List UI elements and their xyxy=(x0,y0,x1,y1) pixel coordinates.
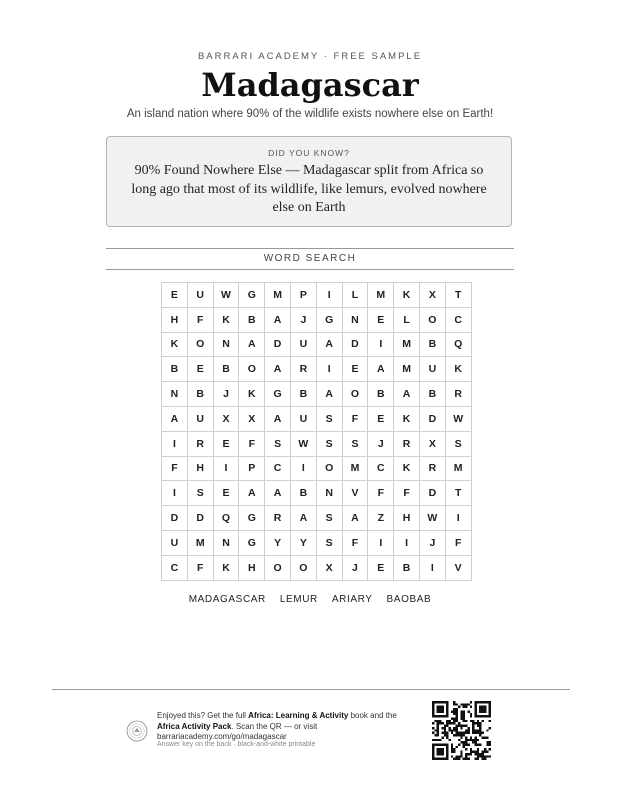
grid-cell: A xyxy=(342,506,368,531)
grid-cell: B xyxy=(213,357,239,382)
promo-text-3: . Scan the QR — or visit barrariacademy.com/go/madagascar xyxy=(157,721,318,741)
grid-cell: U xyxy=(290,332,316,357)
grid-cell: A xyxy=(290,506,316,531)
fact-box xyxy=(106,136,512,227)
grid-cell: E xyxy=(368,307,394,332)
word-list-item: MADAGASCAR xyxy=(188,594,266,605)
grid-cell: N xyxy=(316,481,342,506)
grid-cell: S xyxy=(316,406,342,431)
grid-cell: Z xyxy=(368,506,394,531)
grid-cell: U xyxy=(187,406,213,431)
grid-cell: D xyxy=(265,332,291,357)
grid-cell: J xyxy=(290,307,316,332)
grid-cell: C xyxy=(445,307,471,332)
grid-cell: O xyxy=(265,555,291,580)
word-list-item: BAOBAB xyxy=(386,594,432,605)
grid-cell: C xyxy=(368,456,394,481)
grid-cell: G xyxy=(239,283,265,308)
grid-cell: D xyxy=(162,506,188,531)
grid-cell: M xyxy=(394,357,420,382)
grid-cell: B xyxy=(162,357,188,382)
grid-cell: G xyxy=(239,506,265,531)
grid-cell: R xyxy=(445,382,471,407)
grid-cell: M xyxy=(342,456,368,481)
grid-cell: W xyxy=(213,283,239,308)
grid-cell: E xyxy=(162,283,188,308)
grid-cell: S xyxy=(316,530,342,555)
grid-cell: O xyxy=(342,382,368,407)
word-search-heading: WORD SEARCH xyxy=(106,248,514,270)
grid-cell: N xyxy=(213,530,239,555)
grid-cell: F xyxy=(187,555,213,580)
grid-cell: B xyxy=(290,481,316,506)
grid-cell: I xyxy=(213,456,239,481)
grid-cell: I xyxy=(162,431,188,456)
grid-cell: D xyxy=(187,506,213,531)
grid-cell: V xyxy=(342,481,368,506)
answer-key-note: Answer key on the back · black-and-white printable xyxy=(157,741,316,748)
grid-cell: A xyxy=(265,481,291,506)
grid-cell: I xyxy=(316,283,342,308)
grid-cell: F xyxy=(445,530,471,555)
grid-cell: G xyxy=(316,307,342,332)
grid-cell: M xyxy=(368,283,394,308)
grid-cell: W xyxy=(290,431,316,456)
grid-cell: O xyxy=(316,456,342,481)
grid-cell: U xyxy=(187,283,213,308)
grid-cell: A xyxy=(265,406,291,431)
grid-cell: G xyxy=(265,382,291,407)
grid-cell: I xyxy=(445,506,471,531)
grid-cell: I xyxy=(394,530,420,555)
grid-row xyxy=(162,506,472,531)
grid-cell: A xyxy=(265,307,291,332)
grid-cell: C xyxy=(162,555,188,580)
grid-cell: U xyxy=(419,357,445,382)
grid-cell: E xyxy=(368,555,394,580)
grid-cell: G xyxy=(239,530,265,555)
grid-row xyxy=(162,357,472,382)
grid-cell: J xyxy=(342,555,368,580)
grid-cell: B xyxy=(419,382,445,407)
grid-row xyxy=(162,456,472,481)
grid-cell: R xyxy=(419,456,445,481)
grid-cell: K xyxy=(394,283,420,308)
grid-cell: E xyxy=(342,357,368,382)
grid-cell: Y xyxy=(265,530,291,555)
grid-cell: A xyxy=(162,406,188,431)
brand-header: BARRARI ACADEMY · FREE SAMPLE xyxy=(197,51,423,62)
grid-cell: X xyxy=(419,283,445,308)
grid-cell: I xyxy=(316,357,342,382)
grid-row xyxy=(162,332,472,357)
grid-cell: F xyxy=(368,481,394,506)
qr-code-icon[interactable] xyxy=(432,701,491,760)
grid-cell: X xyxy=(239,406,265,431)
grid-cell: F xyxy=(394,481,420,506)
grid-cell: X xyxy=(316,555,342,580)
grid-cell: R xyxy=(290,357,316,382)
grid-cell: J xyxy=(419,530,445,555)
page-title: Madagascar xyxy=(201,66,419,104)
promo-text xyxy=(157,711,419,743)
word-list-item: ARIARY xyxy=(331,594,373,605)
grid-cell: O xyxy=(239,357,265,382)
grid-cell: F xyxy=(187,307,213,332)
grid-cell: R xyxy=(394,431,420,456)
grid-cell: F xyxy=(162,456,188,481)
grid-cell: I xyxy=(419,555,445,580)
grid-cell: S xyxy=(316,506,342,531)
grid-row xyxy=(162,283,472,308)
grid-cell: M xyxy=(394,332,420,357)
grid-cell: X xyxy=(419,431,445,456)
grid-row xyxy=(162,555,472,580)
grid-cell: P xyxy=(290,283,316,308)
grid-cell: H xyxy=(239,555,265,580)
grid-cell: E xyxy=(187,357,213,382)
grid-cell: Q xyxy=(213,506,239,531)
grid-cell: E xyxy=(213,431,239,456)
grid-cell: R xyxy=(265,506,291,531)
grid-cell: S xyxy=(265,431,291,456)
grid-cell: Q xyxy=(445,332,471,357)
grid-cell: B xyxy=(290,382,316,407)
grid-cell: H xyxy=(162,307,188,332)
grid-cell: A xyxy=(239,332,265,357)
grid-cell: N xyxy=(162,382,188,407)
grid-cell: L xyxy=(394,307,420,332)
academy-seal-icon xyxy=(126,720,148,742)
grid-cell: F xyxy=(239,431,265,456)
grid-cell: I xyxy=(162,481,188,506)
promo-book-title: Africa: Learning & Activity xyxy=(248,711,349,720)
grid-cell: B xyxy=(187,382,213,407)
grid-cell: B xyxy=(368,382,394,407)
grid-cell: U xyxy=(162,530,188,555)
grid-cell: D xyxy=(342,332,368,357)
grid-cell: K xyxy=(162,332,188,357)
grid-cell: K xyxy=(239,382,265,407)
grid-cell: A xyxy=(394,382,420,407)
grid-cell: C xyxy=(265,456,291,481)
grid-cell: S xyxy=(445,431,471,456)
grid-cell: F xyxy=(342,530,368,555)
grid-cell: X xyxy=(213,406,239,431)
word-list-item: LEMUR xyxy=(279,594,318,605)
grid-cell: I xyxy=(368,530,394,555)
grid-cell: V xyxy=(445,555,471,580)
grid-cell: K xyxy=(213,307,239,332)
grid-cell: L xyxy=(342,283,368,308)
grid-cell: W xyxy=(419,506,445,531)
grid-cell: P xyxy=(239,456,265,481)
grid-cell: I xyxy=(290,456,316,481)
grid-cell: I xyxy=(368,332,394,357)
grid-cell: D xyxy=(419,481,445,506)
grid-cell: A xyxy=(368,357,394,382)
promo-text-1: Enjoyed this? Get the full xyxy=(157,711,249,720)
grid-cell: M xyxy=(187,530,213,555)
grid-cell: H xyxy=(187,456,213,481)
grid-cell: D xyxy=(419,406,445,431)
grid-cell: K xyxy=(394,406,420,431)
promo-pack-title: Africa Activity Pack xyxy=(157,721,232,731)
grid-cell: B xyxy=(239,307,265,332)
grid-cell: J xyxy=(213,382,239,407)
grid-cell: T xyxy=(445,283,471,308)
grid-cell: A xyxy=(316,382,342,407)
grid-cell: T xyxy=(445,481,471,506)
page-subtitle: An island nation where 90% of the wildlife exists nowhere else on Earth! xyxy=(126,108,494,120)
grid-row xyxy=(162,406,472,431)
word-search-grid xyxy=(161,282,472,581)
grid-cell: Y xyxy=(290,530,316,555)
grid-cell: K xyxy=(213,555,239,580)
grid-cell: S xyxy=(316,431,342,456)
grid-row xyxy=(162,382,472,407)
grid-cell: F xyxy=(342,406,368,431)
grid-cell: N xyxy=(213,332,239,357)
grid-cell: K xyxy=(445,357,471,382)
grid-cell: J xyxy=(368,431,394,456)
fact-text: 90% Found Nowhere Else — Madagascar split from Africa so long ago that most of its wildlife, like lemurs, evolved nowhere else on Earth xyxy=(131,163,487,215)
grid-cell: E xyxy=(213,481,239,506)
grid-row xyxy=(162,431,472,456)
word-list xyxy=(0,594,620,605)
grid-cell: H xyxy=(394,506,420,531)
promo-text-2: book and the xyxy=(348,711,397,720)
grid-cell: A xyxy=(239,481,265,506)
grid-cell: W xyxy=(445,406,471,431)
grid-cell: O xyxy=(187,332,213,357)
grid-cell: K xyxy=(394,456,420,481)
grid-cell: R xyxy=(187,431,213,456)
grid-cell: S xyxy=(342,431,368,456)
grid-row xyxy=(162,481,472,506)
grid-cell: M xyxy=(445,456,471,481)
grid-row xyxy=(162,307,472,332)
footer-divider xyxy=(52,689,570,690)
grid-cell: S xyxy=(187,481,213,506)
grid-cell: U xyxy=(290,406,316,431)
grid-cell: O xyxy=(290,555,316,580)
grid-cell: E xyxy=(368,406,394,431)
grid-cell: O xyxy=(419,307,445,332)
grid-cell: N xyxy=(342,307,368,332)
grid-cell: M xyxy=(265,283,291,308)
fact-heading: DID YOU KNOW? xyxy=(268,148,350,158)
grid-cell: A xyxy=(265,357,291,382)
grid-cell: A xyxy=(316,332,342,357)
grid-cell: B xyxy=(419,332,445,357)
grid-row xyxy=(162,530,472,555)
grid-cell: B xyxy=(394,555,420,580)
